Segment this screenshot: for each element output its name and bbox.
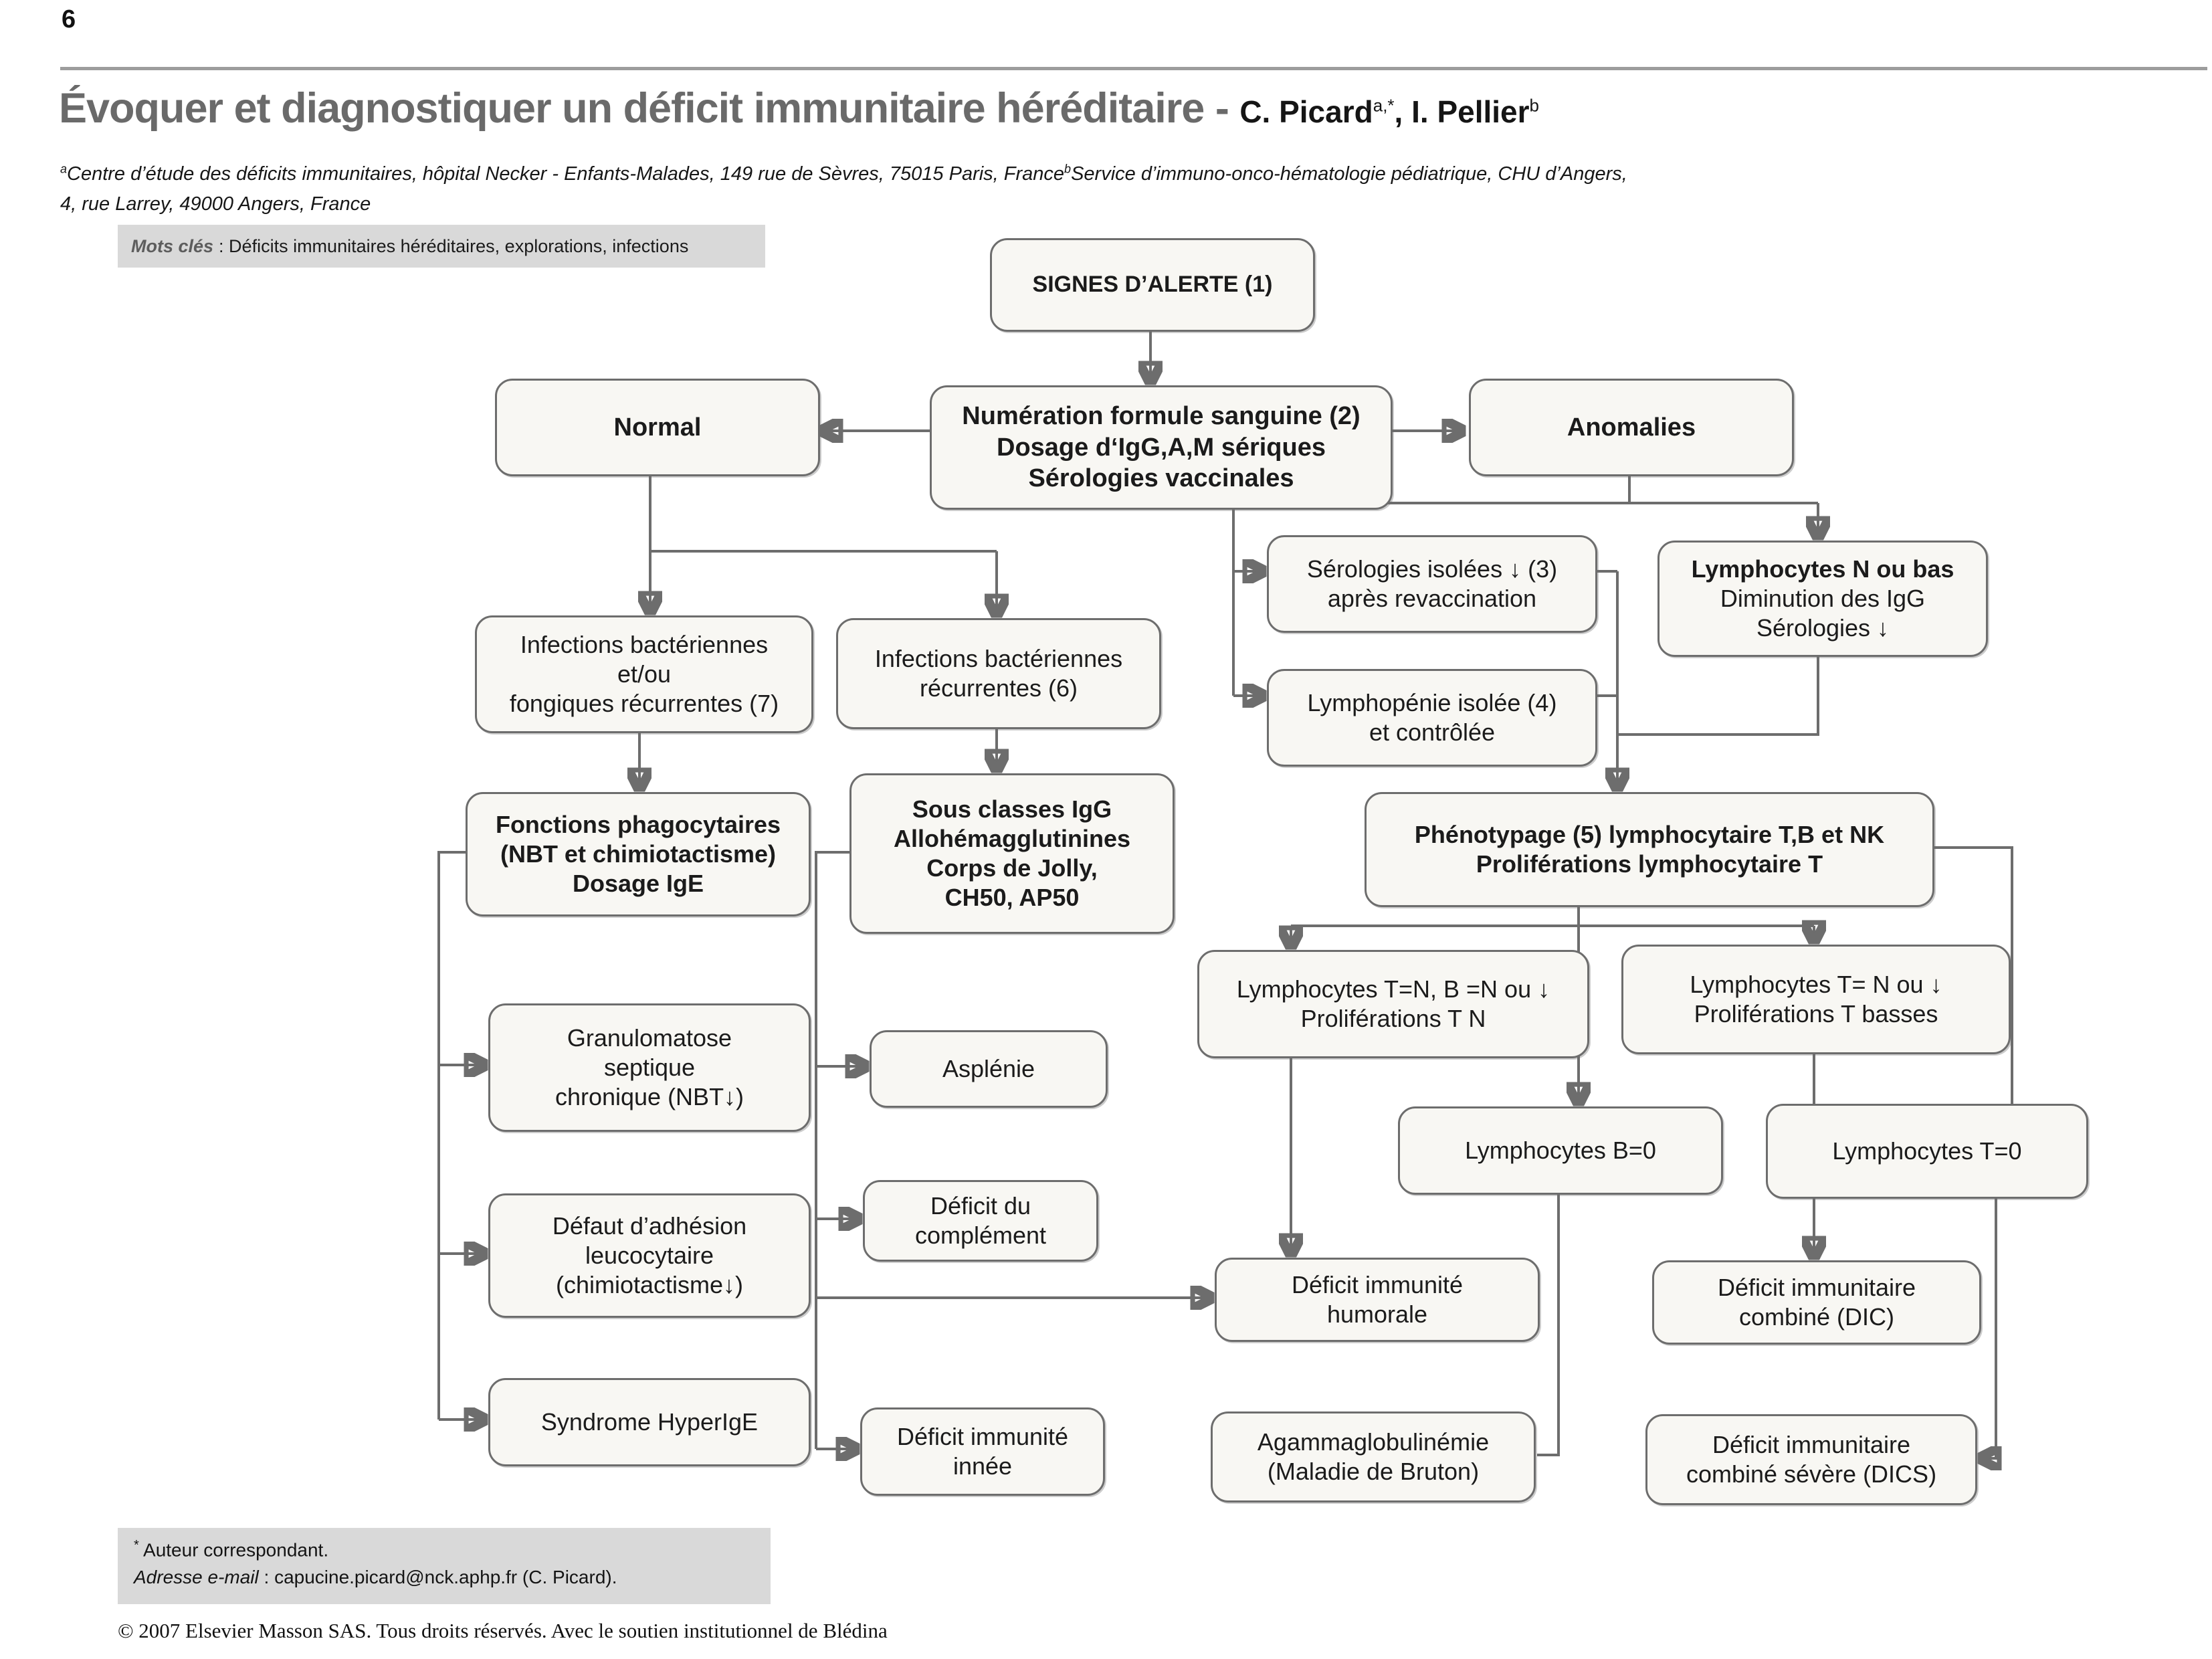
- node-line: Déficit immunitaire: [1717, 1274, 1916, 1302]
- node-line: innée: [952, 1452, 1013, 1480]
- node-line: Corps de Jolly,: [926, 854, 1098, 882]
- page-number: 6: [62, 5, 76, 33]
- keywords-text: : Déficits immunitaires héréditaires, explorations, infections: [219, 235, 689, 256]
- node-line: Lymphopénie isolée (4): [1307, 689, 1557, 717]
- node-line: leucocytaire: [585, 1242, 714, 1270]
- copyright-line: © 2007 Elsevier Masson SAS. Tous droits réservés. Avec le soutien institutionnel de Blédina: [118, 1619, 888, 1642]
- node-line: Lymphocytes N ou bas: [1691, 555, 1954, 583]
- author: , I. Pellier: [1394, 94, 1530, 129]
- correspondant-text: Auteur correspondant.: [138, 1539, 329, 1561]
- node-dics: [1645, 1414, 1977, 1505]
- node-deficit-humorale: [1215, 1258, 1540, 1342]
- node-line: Sérologies vaccinales: [1028, 464, 1294, 493]
- node-lymphocytes-b0: [1398, 1106, 1723, 1195]
- node-lymphocytes-n-ou-bas: [1657, 541, 1988, 657]
- node-numeration: [930, 385, 1393, 510]
- node-line: septique: [603, 1054, 696, 1082]
- node-line: combiné sévère (DICS): [1686, 1460, 1937, 1488]
- node-line: Lymphocytes B=0: [1465, 1137, 1656, 1165]
- node-line: fongiques récurrentes (7): [509, 689, 779, 717]
- author-affiliation-mark: b: [1529, 95, 1540, 116]
- node-infections-recurrentes-6: [836, 618, 1161, 729]
- node-lymphocytes-t-basses: [1621, 945, 2011, 1054]
- node-line: Anomalies: [1567, 413, 1696, 442]
- node-line: Dosage IgE: [572, 869, 704, 897]
- node-infections-fongiques-7: [475, 615, 813, 733]
- keywords-label: Mots clés: [131, 235, 214, 256]
- node-line: Asplénie: [942, 1055, 1035, 1083]
- node-line: SIGNES D’ALERTE (1): [1032, 272, 1273, 298]
- node-line: (chimiotactisme↓): [555, 1270, 744, 1298]
- node-agammaglobulinemie: [1211, 1411, 1536, 1502]
- node-line: Agammaglobulinémie: [1257, 1428, 1490, 1456]
- affiliation-text: Centre d’étude des déficits immunitaires, hôpital Necker - Enfants-Malades, 149 rue de Sèvres, 75015 Paris, France: [67, 163, 1065, 185]
- node-line: Proliférations T N: [1300, 1005, 1486, 1032]
- node-line: Proliférations T basses: [1694, 1000, 1938, 1028]
- node-lymphocytes-tn-bn: [1197, 950, 1589, 1058]
- node-deficit-complement: [863, 1180, 1098, 1262]
- node-granulomatose: [488, 1003, 811, 1132]
- node-line: Infections bactériennes: [520, 631, 769, 659]
- node-line: (Maladie de Bruton): [1267, 1458, 1480, 1485]
- node-line: Sous classes IgG: [912, 795, 1112, 823]
- node-line: Sérologies ↓: [1756, 613, 1890, 642]
- node-line: Déficit immunité: [896, 1423, 1069, 1451]
- node-line: Lymphocytes T=0: [1832, 1137, 2022, 1165]
- node-signes-alerte: [990, 238, 1315, 332]
- node-line: Allohémagglutinines: [893, 825, 1131, 853]
- affiliation-text: 4, rue Larrey, 49000 Angers, France: [60, 193, 371, 215]
- node-line: Diminution des IgG: [1720, 585, 1926, 613]
- node-line: Déficit immunitaire: [1712, 1431, 1911, 1459]
- node-line: et/ou: [617, 660, 672, 688]
- node-line: et contrôlée: [1369, 718, 1496, 746]
- affiliation-text: Service d’immuno-onco-hématologie pédiatrique, CHU d’Angers,: [1071, 163, 1627, 185]
- node-line: chronique (NBT↓): [555, 1082, 744, 1110]
- node-line: Syndrome HyperIgE: [540, 1408, 759, 1436]
- node-normal: [495, 379, 820, 476]
- node-serologies-isolees: [1267, 535, 1597, 633]
- node-line: Normal: [613, 413, 702, 442]
- node-line: (NBT et chimiotactisme): [500, 840, 777, 868]
- node-lymphocytes-t0: [1766, 1104, 2088, 1199]
- asterisk: *: [134, 1538, 139, 1553]
- node-deficit-innee: [860, 1407, 1105, 1496]
- node-line: combiné (DIC): [1738, 1303, 1895, 1331]
- node-line: récurrentes (6): [919, 674, 1078, 702]
- node-phenotypage: [1365, 792, 1934, 907]
- node-line: Proliférations lymphocytaire T: [1476, 850, 1823, 878]
- node-line: Granulomatose: [567, 1024, 732, 1052]
- node-anomalies: [1469, 379, 1794, 476]
- node-asplenie: [870, 1030, 1108, 1108]
- node-sous-classes-igg: [849, 773, 1175, 934]
- node-line: CH50, AP50: [944, 883, 1080, 911]
- node-line: Lymphocytes T= N ou ↓: [1690, 971, 1942, 999]
- node-line: Numération formule sanguine (2): [962, 402, 1361, 431]
- node-line: Infections bactériennes: [874, 645, 1123, 673]
- article-title: Évoquer et diagnostiquer un déficit immunitaire héréditaire -: [59, 85, 1240, 132]
- node-line: Déficit du: [930, 1192, 1031, 1220]
- node-dic: [1652, 1260, 1981, 1345]
- node-line: Sérologies isolées ↓ (3): [1306, 555, 1558, 583]
- node-line: Lymphocytes T=N, B =N ou ↓: [1236, 975, 1550, 1003]
- node-line: Déficit immunité: [1291, 1271, 1464, 1299]
- affiliation-sup-b: b: [1064, 162, 1072, 176]
- email-label: Adresse e-mail: [134, 1566, 259, 1587]
- node-fonctions-phagocytaires: [466, 792, 811, 916]
- author-affiliation-mark: a,*: [1373, 95, 1395, 116]
- node-line: Dosage d‘IgG,A,M sériques: [997, 433, 1326, 462]
- node-hyperige: [488, 1378, 811, 1466]
- node-line: Fonctions phagocytaires: [495, 811, 781, 839]
- node-line: humorale: [1326, 1300, 1428, 1328]
- email-text: : capucine.picard@nck.aphp.fr (C. Picard).: [258, 1566, 617, 1587]
- node-line: Phénotypage (5) lymphocytaire T,B et NK: [1414, 821, 1885, 849]
- node-line: Défaut d’adhésion: [552, 1212, 747, 1240]
- affiliation-sup-a: a: [60, 162, 68, 176]
- node-line: après revaccination: [1327, 585, 1537, 612]
- node-line: complément: [914, 1222, 1047, 1249]
- node-lymphopenie: [1267, 669, 1597, 767]
- node-defaut-adhesion: [488, 1193, 811, 1318]
- author: C. Picard: [1239, 94, 1373, 129]
